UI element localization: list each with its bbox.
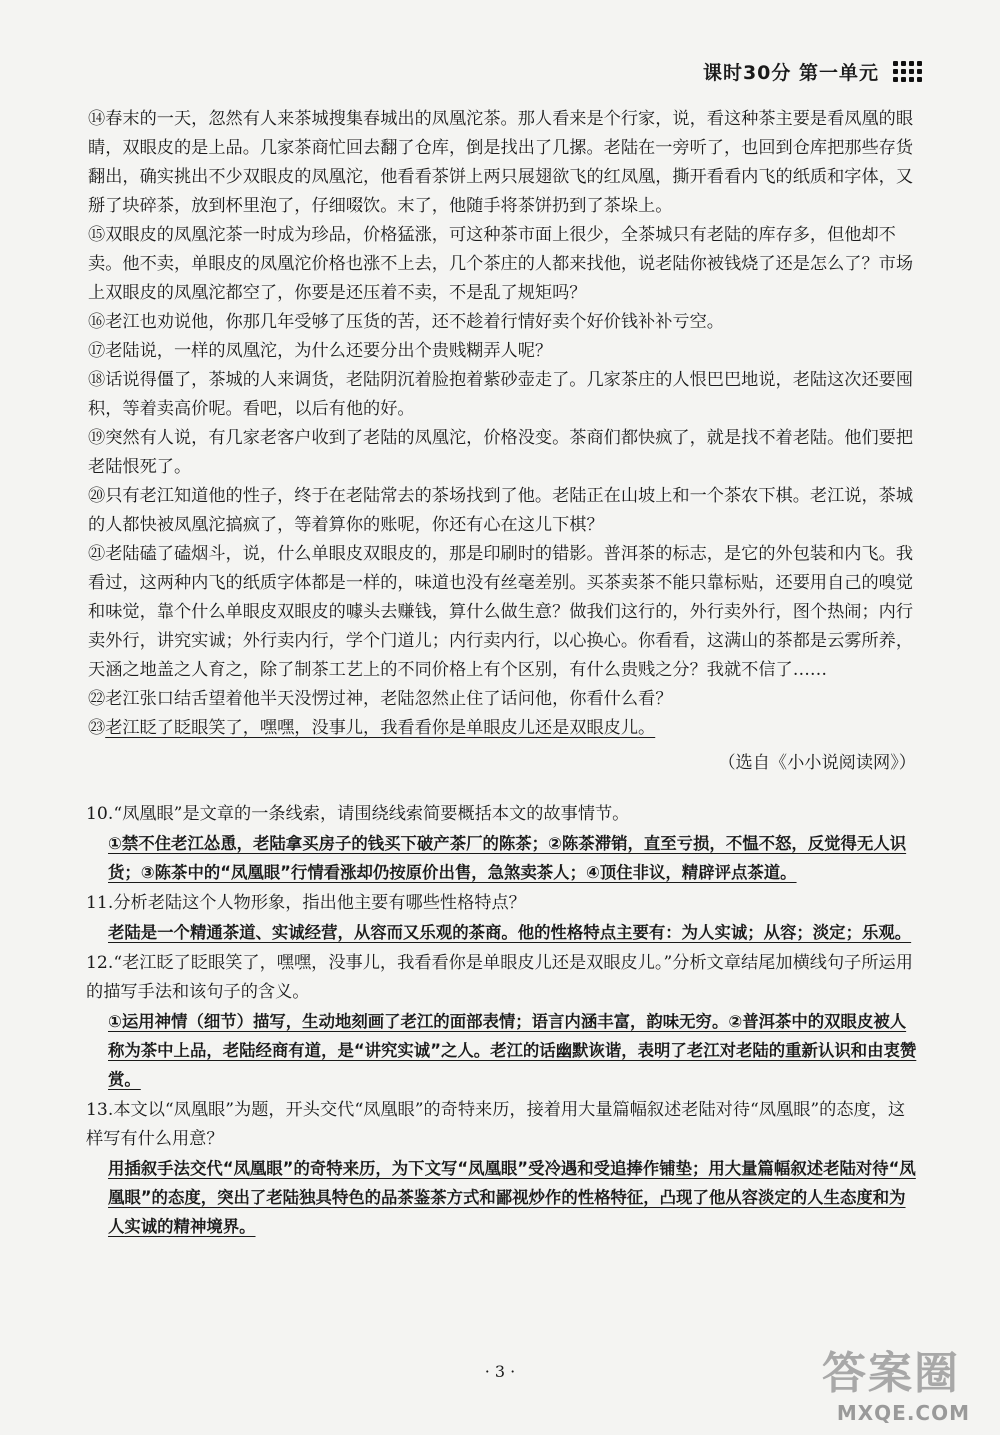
decorative-dots-icon	[893, 61, 922, 82]
underlined-sentence: 老江眨了眨眼笑了，嘿嘿，没事儿，我看看你是单眼皮儿还是双眼皮儿。	[105, 718, 656, 738]
questions-section	[86, 800, 920, 1243]
question-10: 10.“凤凰眼”是文章的一条线索，请围绕线索简要概括本文的故事情节。	[86, 804, 630, 824]
paragraph-number: ㉓	[88, 718, 106, 738]
passage-paragraph: ⑲突然有人说，有几家老客户收到了老陆的凤凰沱，价格没变。茶商们都快疯了，就是找不着老陆。他们要把老陆恨死了。	[88, 428, 914, 477]
passage-paragraph: ⑰老陆说，一样的凤凰沱，为什么还要分出个贵贱糊弄人呢？	[88, 341, 553, 361]
header-title: 课时30分 第一单元	[702, 62, 879, 84]
question-13: 13.本文以“凤凰眼”为题，开头交代“凤凰眼”的奇特来历，接着用大量篇幅叙述老陆对待“凤凰眼”的态度，这样写有什么用意？	[86, 1100, 906, 1149]
watermark-logo: 答案圈	[822, 1348, 960, 1399]
passage-paragraph: ⑱话说得僵了，茶城的人来调货，老陆阴沉着脸抱着紫砂壶走了。几家茶庄的人恨巴巴地说，老陆这次还要囤积，等着卖高价呢。看吧，以后有他的好。	[88, 370, 914, 419]
answer-13: 用插叙手法交代“凤凰眼”的奇特来历，为下文写“凤凰眼”受冷遇和受追捧作铺垫；用大量篇幅叙述老陆对待“凤凰眼”的态度，突出了老陆独具特色的品茶鉴茶方式和鄙视炒作的性格特征，凸现了他从容淡定的人生态度和为人实诚的精神境界。	[108, 1159, 916, 1236]
page-number: · 3 ·	[484, 1362, 516, 1381]
watermark-url: MXQE.COM	[836, 1401, 970, 1425]
reading-passage	[88, 105, 920, 778]
passage-paragraph: ㉑老陆磕了磕烟斗，说，什么单眼皮双眼皮的，那是印刷时的错影。普洱茶的标志，是它的外包装和内飞。我看过，这两种内飞的纸质字体都是一样的，味道也没有丝毫差别。买茶卖茶不能只靠标贴，还要用自己的嗅觉和味觉，靠个什么单眼皮双眼皮的噱头去赚钱，算什么做生意？做我们这行的，外行卖外行，图个热闹；内行卖外行，讲究实诚；外行卖内行，学个门道儿；内行卖内行，以心换心。你看看，这满山的茶都是云雾所养，天涵之地盖之人育之，除了制茶工艺上的不同价格上有个区别，有什么贵贱之分？我就不信了……	[88, 544, 914, 680]
passage-paragraph: ㉒老江张口结舌望着他半天没愣过神，老陆忽然止住了话问他，你看什么看？	[88, 689, 673, 709]
question-11: 11.分析老陆这个人物形象，指出他主要有哪些性格特点？	[86, 893, 526, 913]
passage-paragraph-final	[88, 714, 920, 743]
answer-12: ①运用神情（细节）描写，生动地刻画了老江的面部表情；语言内涵丰富，韵味无穷。②普洱茶中的双眼皮被人称为茶中上品，老陆经商有道，是“讲究实诚”之人。老江的话幽默诙谐，表明了老江对老陆的重新认识和由衷赞赏。	[108, 1012, 917, 1089]
question-12: 12.“老江眨了眨眼笑了，嘿嘿，没事儿，我看看你是单眼皮儿还是双眼皮儿。”分析文章结尾加横线句子所运用的描写手法和该句子的含义。	[86, 953, 913, 1002]
answer-10: ①禁不住老江怂恿，老陆拿买房子的钱买下破产茶厂的陈茶；②陈茶滞销，直至亏损，不愠不怒，反觉得无人识货；③陈茶中的“凤凰眼”行情看涨却仍按原价出售，急煞卖茶人；④顶住非议，精辟评点茶道。	[108, 834, 907, 882]
source-citation: （选自《小小说阅读网》）	[718, 753, 916, 773]
passage-paragraph: ⑮双眼皮的凤凰沱茶一时成为珍品，价格猛涨，可这种茶市面上很少，全茶城只有老陆的库存多，但他却不卖。他不卖，单眼皮的凤凰沱价格也涨不上去，几个茶庄的人都来找他，说老陆你被钱烧了还是怎么了？市场上双眼皮的凤凰沱都空了，你要是还压着不卖，不是乱了规矩吗？	[88, 225, 914, 303]
answer-11: 老陆是一个精通茶道、实诚经营，从容而又乐观的茶商。他的性格特点主要有：为人实诚；从容；淡定；乐观。	[108, 923, 912, 942]
passage-paragraph: ⑳只有老江知道他的性子，终于在老陆常去的茶场找到了他。老陆正在山坡上和一个茶农下棋。老江说，茶城的人都快被凤凰沱搞疯了，等着算你的账呢，你还有心在这儿下棋？	[88, 486, 914, 535]
passage-paragraph: ⑯老江也劝说他，你那几年受够了压货的苦，还不趁着行情好卖个好价钱补补亏空。	[88, 312, 724, 332]
page-header	[703, 58, 922, 85]
passage-paragraph: ⑭春末的一天，忽然有人来茶城搜集春城出的凤凰沱茶。那人看来是个行家，说，看这种茶主要是看凤凰的眼睛，双眼皮的是上品。几家茶商忙回去翻了仓库，倒是找出了几摞。老陆在一旁听了，也回到仓库把那些存货翻出，确实挑出不少双眼皮的凤凰沱，他看看茶饼上两只展翅欲飞的红凤凰，撕开看看内飞的纸质和字体，又掰了块碎茶，放到杯里泡了，仔细啜饮。末了，他随手将茶饼扔到了茶垛上。	[88, 109, 914, 216]
